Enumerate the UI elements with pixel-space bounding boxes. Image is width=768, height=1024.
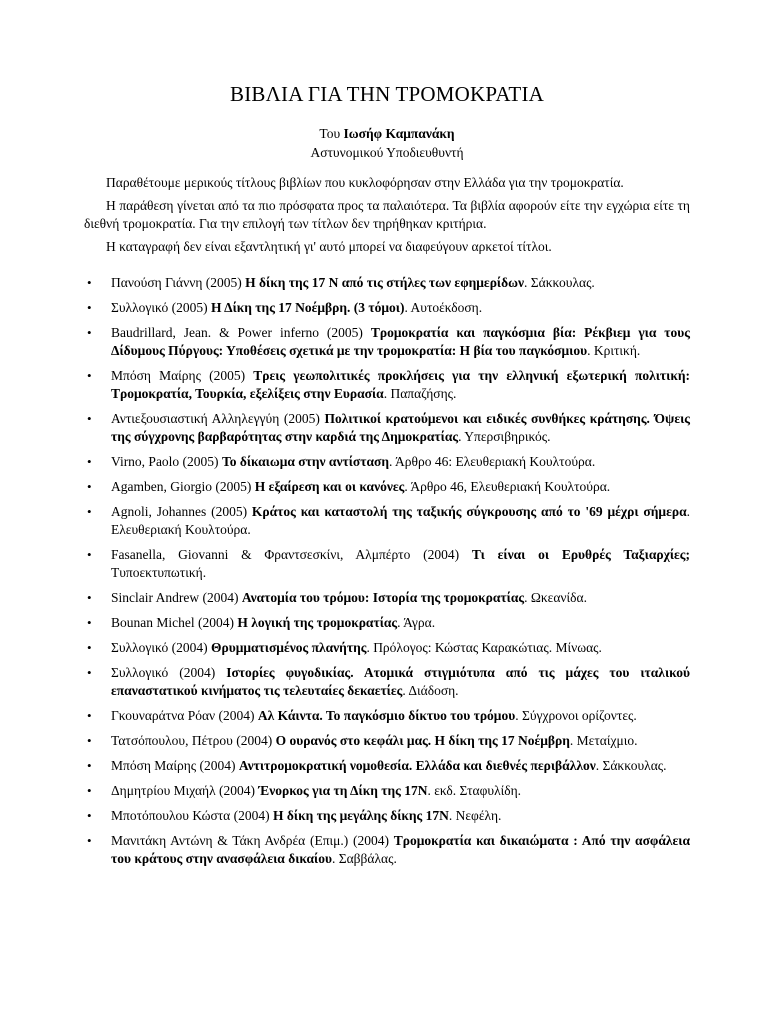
book-title: Τρομοκρατία και παγκόσμια βία: Ρέκβιεμ για τους Δίδυμους Πύργους: Υποθέσεις σχετικά με την τρομοκρατία: Η βία του παγκόσμιου: [111, 325, 690, 358]
bullet-icon: •: [87, 615, 92, 630]
book-title: Αλ Κάιντα. Το παγκόσμιο δίκτυο του τρόμου: [257, 708, 516, 723]
book-list-item: [84, 807, 690, 825]
book-title: Τρομοκρατία και δικαιώματα : Από την ασφάλεια του κράτους στην ανασφάλεια δικαίου: [111, 833, 691, 866]
book-list-item: [84, 274, 690, 292]
book-author: Fasanella, Giovanni & Φραντσεσκίνι, Αλμπέρτο (2004): [111, 547, 472, 562]
bullet-icon: •: [87, 275, 92, 290]
book-publisher: . Άρθρο 46, Ελευθεριακή Κουλτούρα.: [404, 479, 611, 494]
book-author: Agamben, Giorgio (2005): [111, 479, 255, 494]
author-block: [84, 124, 690, 162]
book-publisher: . Παπαζήσης.: [383, 386, 457, 401]
book-list-item: [84, 324, 690, 360]
book-author: Συλλογικό (2004): [111, 665, 227, 680]
bullet-icon: •: [87, 808, 92, 823]
intro-paragraph: Παραθέτουμε μερικούς τίτλους βιβλίων που κυκλοφόρησαν στην Ελλάδα για την τρομοκρατία.: [106, 175, 624, 190]
book-list-item: [84, 589, 690, 607]
bullet-icon: •: [87, 708, 92, 723]
book-author: Μανιτάκη Αντώνη & Τάκη Ανδρέα (Επιμ.) (2004): [111, 833, 394, 848]
book-publisher: . Ελευθεριακή Κουλτούρα.: [111, 504, 690, 537]
bullet-icon: •: [87, 454, 92, 469]
book-publisher: . Σάκκουλας.: [595, 758, 667, 773]
book-publisher: . Υπερσιβηρικός.: [458, 429, 551, 444]
book-publisher: . Αυτοέκδοση.: [404, 300, 483, 315]
book-list-item: [84, 757, 690, 775]
book-author: Virno, Paolo (2005): [111, 454, 222, 469]
bullet-icon: •: [87, 833, 92, 848]
intro-section: [84, 174, 690, 256]
book-publisher: . Άρθρο 46: Ελευθεριακή Κουλτούρα.: [389, 454, 596, 469]
book-publisher: . Πρόλογος: Κώστας Καρακώτιας. Μίνωας.: [366, 640, 602, 655]
bullet-icon: •: [87, 411, 92, 426]
book-list-item: [84, 410, 690, 446]
book-title: Η λογική της τρομοκρατίας: [237, 615, 398, 630]
book-title: Το δίκαιωμα στην αντίσταση: [221, 454, 390, 469]
book-author: Baudrillard, Jean. & Power inferno (2005): [111, 325, 371, 340]
book-author: Bounan Michel (2004): [111, 615, 238, 630]
book-title: Κράτος και καταστολή της ταξικής σύγκρουσης από το '69 μέχρι σήμερα: [251, 504, 687, 519]
book-title: Αντιτρομοκρατική νομοθεσία. Ελλάδα και διεθνές περιβάλλον: [238, 758, 596, 773]
book-title: Ο ουρανός στο κεφάλι μας. Η δίκη της 17 Νοέμβρη: [275, 733, 570, 748]
author-name: Ιωσήφ Καμπανάκη: [343, 126, 455, 141]
book-title: Τι είναι οι Ερυθρές Ταξιαρχίες;: [471, 547, 690, 562]
book-title: Θρυμματισμένος πλανήτης: [210, 640, 367, 655]
bullet-icon: •: [87, 547, 92, 562]
book-publisher: . εκδ. Σταφυλίδη.: [427, 783, 522, 798]
bullet-icon: •: [87, 733, 92, 748]
book-list-item: [84, 478, 690, 496]
book-list-item: [84, 503, 690, 539]
document-title: ΒΙΒΛΙΑ ΓΙΑ ΤΗΝ ΤΡΟΜΟΚΡΑΤΙΑ: [229, 82, 545, 106]
book-list-item: [84, 546, 690, 582]
book-list-item: [84, 732, 690, 750]
book-author: Πανούση Γιάννη (2005): [111, 275, 246, 290]
bullet-icon: •: [87, 325, 92, 340]
book-title: Ένορκος για τη Δίκη της 17Ν: [258, 783, 428, 798]
book-list-item: [84, 299, 690, 317]
book-title: Πολιτικοί κρατούμενοι και ειδικές συνθήκες κράτησης. Όψεις της σύγχρονης βαρβαρότητας στην καρδιά της Δημοκρατίας: [111, 411, 690, 444]
book-list-item: [84, 832, 690, 868]
book-publisher: . Σύγχρονοι ορίζοντες.: [515, 708, 637, 723]
book-author: Μπόση Μαίρης (2004): [111, 758, 239, 773]
bullet-icon: •: [87, 504, 92, 519]
book-title: Τρεις γεωπολιτικές προκλήσεις για την ελληνική εξωτερική πολιτική: Τρομοκρατία, Τουρκία, εξελίξεις στην Ευρασία: [111, 368, 690, 401]
bullet-icon: •: [87, 300, 92, 315]
intro-paragraph: Η παράθεση γίνεται από τα πιο πρόσφατα προς τα παλαιότερα. Τα βιβλία αφορούν είτε την εγχώρια είτε τη διεθνή τρομοκρατία. Για την επιλογή των τίτλων δεν τηρήθηκαν κριτήρια.: [84, 197, 690, 231]
book-list-item: [84, 614, 690, 632]
bullet-icon: •: [87, 640, 92, 655]
book-author: Συλλογικό (2005): [111, 300, 211, 315]
intro-paragraph: Η καταγραφή δεν είναι εξαντλητική γι' αυτό μπορεί να διαφεύγουν αρκετοί τίτλοι.: [106, 238, 552, 254]
author-prefix: Του: [319, 126, 341, 141]
book-publisher: . Μεταίχμιο.: [569, 733, 638, 748]
book-title: Η εξαίρεση και οι κανόνες: [254, 479, 405, 494]
book-author: Αντιεξουσιαστική Αλληλεγγύη (2005): [111, 411, 325, 426]
book-list-item: [84, 367, 690, 403]
book-author: Τατσόπουλου, Πέτρου (2004): [111, 733, 276, 748]
book-author: Δημητρίου Μιχαήλ (2004): [111, 783, 259, 798]
book-title: Ανατομία του τρόμου: Ιστορία της τρομοκρατίας: [241, 590, 525, 605]
book-publisher: . Σάκκουλας.: [524, 275, 595, 290]
bullet-icon: •: [87, 758, 92, 773]
book-author: Sinclair Andrew (2004): [111, 590, 242, 605]
book-list-item: [84, 664, 690, 700]
book-author: Γκουναράτνα Ρόαν (2004): [111, 708, 258, 723]
book-author: Agnoli, Johannes (2005): [111, 504, 252, 519]
book-publisher: . Σαββάλας.: [331, 851, 397, 866]
bullet-icon: •: [87, 665, 92, 680]
book-title: Η Δίκη της 17 Νοέμβρη. (3 τόμοι): [210, 300, 405, 315]
book-author: Μπόση Μαίρης (2005): [111, 368, 254, 383]
book-author: Μποτόπουλου Κώστα (2004): [111, 808, 273, 823]
bullet-icon: •: [87, 368, 92, 383]
book-list: [84, 274, 690, 868]
book-publisher: Τυποεκτυπωτική.: [111, 565, 207, 580]
book-title: Η δίκη της μεγάλης δίκης 17Ν: [273, 808, 449, 823]
book-publisher: . Άγρα.: [397, 615, 436, 630]
book-title: Η δίκη της 17 Ν από τις στήλες των εφημερίδων: [245, 275, 525, 290]
book-list-item: [84, 453, 690, 471]
author-role: Αστυνομικού Υποδιευθυντή: [310, 145, 464, 160]
book-title: Ιστορίες φυγοδικίας. Ατομικά στιγμιότυπα από τις μάχες του ιταλικού επαναστατικού κινήματος τις τελευταίες δεκαετίες: [111, 665, 690, 698]
bullet-icon: •: [87, 590, 92, 605]
bullet-icon: •: [87, 479, 92, 494]
book-list-item: [84, 639, 690, 657]
book-publisher: . Κριτική.: [587, 343, 641, 358]
author-line: [84, 124, 690, 143]
book-publisher: . Ωκεανίδα.: [524, 590, 587, 605]
book-publisher: . Νεφέλη.: [448, 808, 502, 823]
book-list-item: [84, 782, 690, 800]
book-list-item: [84, 707, 690, 725]
bullet-icon: •: [87, 783, 92, 798]
book-publisher: . Διάδοση.: [402, 683, 459, 698]
book-author: Συλλογικό (2004): [111, 640, 211, 655]
